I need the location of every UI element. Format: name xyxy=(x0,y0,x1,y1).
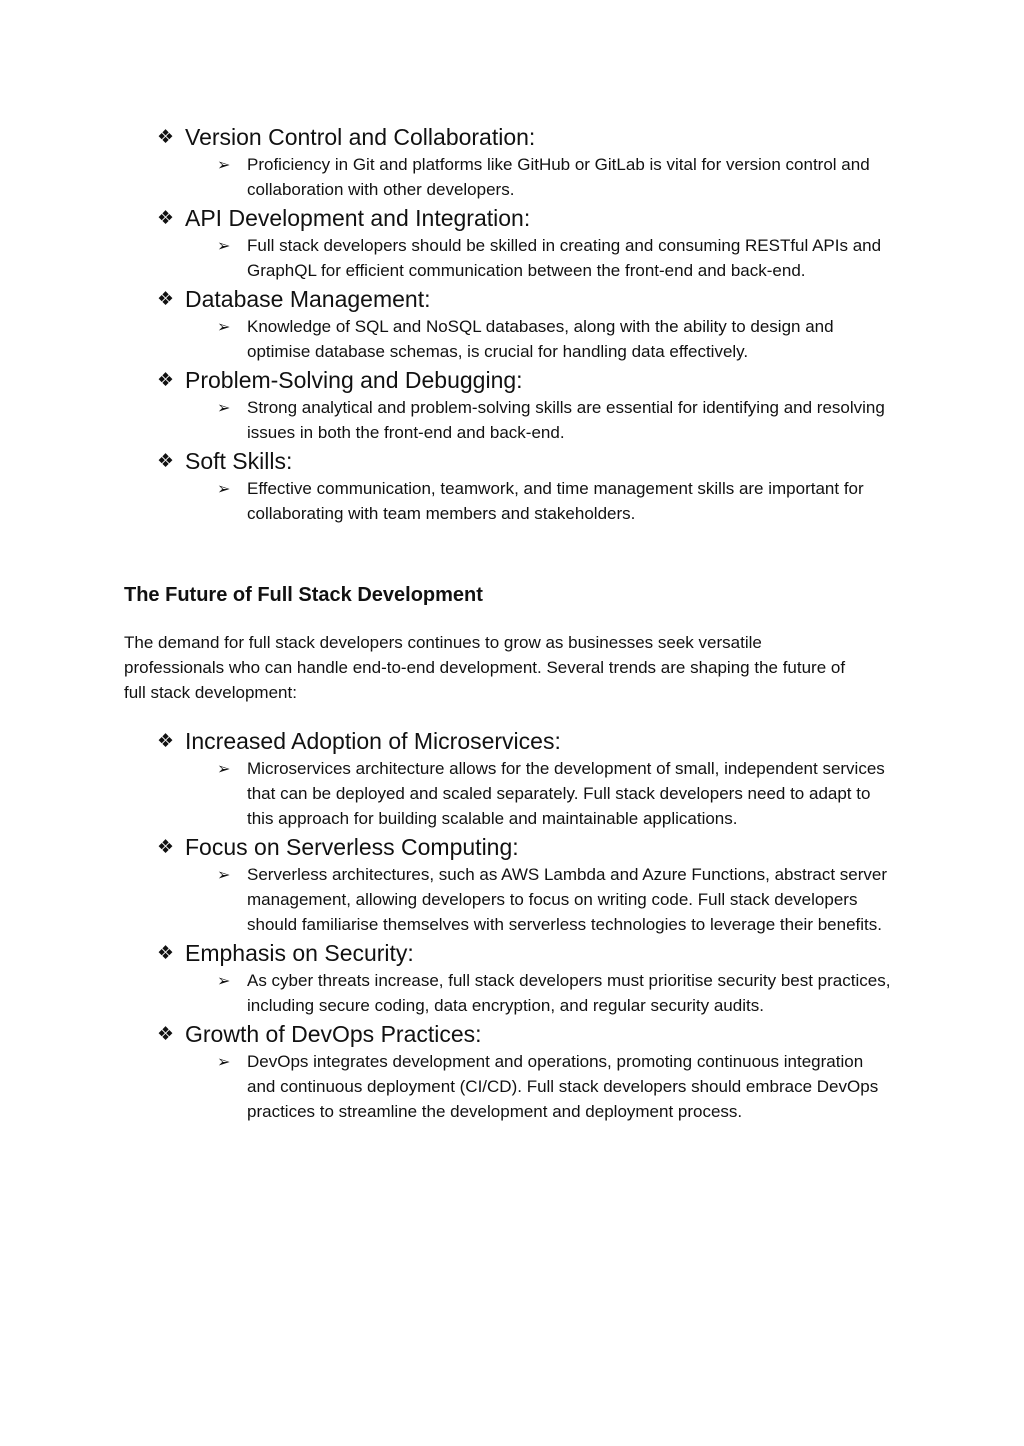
item-heading-row xyxy=(0,1020,1024,1049)
item-heading: Database Management: xyxy=(185,286,431,312)
item-heading-row xyxy=(0,123,1024,152)
item-heading-row xyxy=(0,833,1024,862)
item-detail-row xyxy=(0,476,1024,526)
list-item xyxy=(0,285,1024,364)
item-detail: Microservices architecture allows for the development of small, independent services that can be deployed and scaled separately. Full stack developers need to adapt to this approach for building scalable and maintainable applications. xyxy=(247,759,885,828)
item-detail: Proficiency in Git and platforms like GitHub or GitLab is vital for version control and collaboration with other developers. xyxy=(247,155,870,199)
arrow-bullet-icon: ➢ xyxy=(217,971,231,990)
item-detail-row xyxy=(0,1049,1024,1124)
diamond-bullet-icon: ❖ xyxy=(157,730,175,752)
section-title: The Future of Full Stack Development xyxy=(124,584,483,606)
arrow-bullet-icon: ➢ xyxy=(217,759,231,778)
item-detail-row xyxy=(0,395,1024,445)
item-heading-row xyxy=(0,447,1024,476)
item-heading-row xyxy=(0,727,1024,756)
arrow-bullet-icon: ➢ xyxy=(217,317,231,336)
item-heading: Growth of DevOps Practices: xyxy=(185,1021,482,1047)
list-item xyxy=(0,939,1024,1018)
diamond-bullet-icon: ❖ xyxy=(157,207,175,229)
list-item xyxy=(0,123,1024,202)
item-detail: DevOps integrates development and operations, promoting continuous integration and continuous deployment (CI/CD). Full stack developers should embrace DevOps practices to streamline the development and deployment process. xyxy=(247,1052,879,1121)
list-item xyxy=(0,727,1024,831)
diamond-bullet-icon: ❖ xyxy=(157,836,175,858)
arrow-bullet-icon: ➢ xyxy=(217,398,231,417)
item-heading: Emphasis on Security: xyxy=(185,940,414,966)
item-detail-row xyxy=(0,233,1024,283)
item-detail: As cyber threats increase, full stack developers must prioritise security best practices, including secure coding, data encryption, and regular security audits. xyxy=(247,971,891,1015)
skills-list xyxy=(0,123,1024,528)
item-heading-row xyxy=(0,366,1024,395)
item-detail-row xyxy=(0,152,1024,202)
item-heading: Increased Adoption of Microservices: xyxy=(185,728,561,754)
item-heading: Problem-Solving and Debugging: xyxy=(185,367,523,393)
list-item xyxy=(0,833,1024,937)
item-detail: Effective communication, teamwork, and time management skills are important for collaborating with team members and stakeholders. xyxy=(247,479,864,523)
list-item xyxy=(0,1020,1024,1124)
item-detail-row xyxy=(0,968,1024,1018)
list-item xyxy=(0,204,1024,283)
item-detail: Serverless architectures, such as AWS Lambda and Azure Functions, abstract server management, allowing developers to focus on writing code. Full stack developers should familiarise themselves with serverless technologies to leverage their benefits. xyxy=(247,865,887,934)
item-heading-row xyxy=(0,204,1024,233)
item-detail: Full stack developers should be skilled in creating and consuming RESTful APIs and GraphQL for efficient communication between the front-end and back-end. xyxy=(247,236,882,280)
item-detail-row xyxy=(0,862,1024,937)
diamond-bullet-icon: ❖ xyxy=(157,369,175,391)
item-detail-row xyxy=(0,756,1024,831)
list-item xyxy=(0,366,1024,445)
diamond-bullet-icon: ❖ xyxy=(157,942,175,964)
diamond-bullet-icon: ❖ xyxy=(157,450,175,472)
item-heading-row xyxy=(0,285,1024,314)
diamond-bullet-icon: ❖ xyxy=(157,126,175,148)
arrow-bullet-icon: ➢ xyxy=(217,865,231,884)
item-heading: API Development and Integration: xyxy=(185,205,531,231)
item-heading-row xyxy=(0,939,1024,968)
trends-list xyxy=(0,727,1024,1126)
item-detail-row xyxy=(0,314,1024,364)
arrow-bullet-icon: ➢ xyxy=(217,236,231,255)
diamond-bullet-icon: ❖ xyxy=(157,288,175,310)
arrow-bullet-icon: ➢ xyxy=(217,479,231,498)
list-item xyxy=(0,447,1024,526)
section-intro: The demand for full stack developers continues to grow as businesses seek versatile professionals who can handle end-to-end development. Several trends are shaping the future of full stack development: xyxy=(124,633,846,702)
item-heading: Version Control and Collaboration: xyxy=(185,124,536,150)
diamond-bullet-icon: ❖ xyxy=(157,1023,175,1045)
item-heading: Soft Skills: xyxy=(185,448,293,474)
item-heading: Focus on Serverless Computing: xyxy=(185,834,519,860)
arrow-bullet-icon: ➢ xyxy=(217,155,231,174)
arrow-bullet-icon: ➢ xyxy=(217,1052,231,1071)
item-detail: Strong analytical and problem-solving skills are essential for identifying and resolving issues in both the front-end and back-end. xyxy=(247,398,885,442)
item-detail: Knowledge of SQL and NoSQL databases, along with the ability to design and optimise database schemas, is crucial for handling data effectively. xyxy=(247,317,834,361)
